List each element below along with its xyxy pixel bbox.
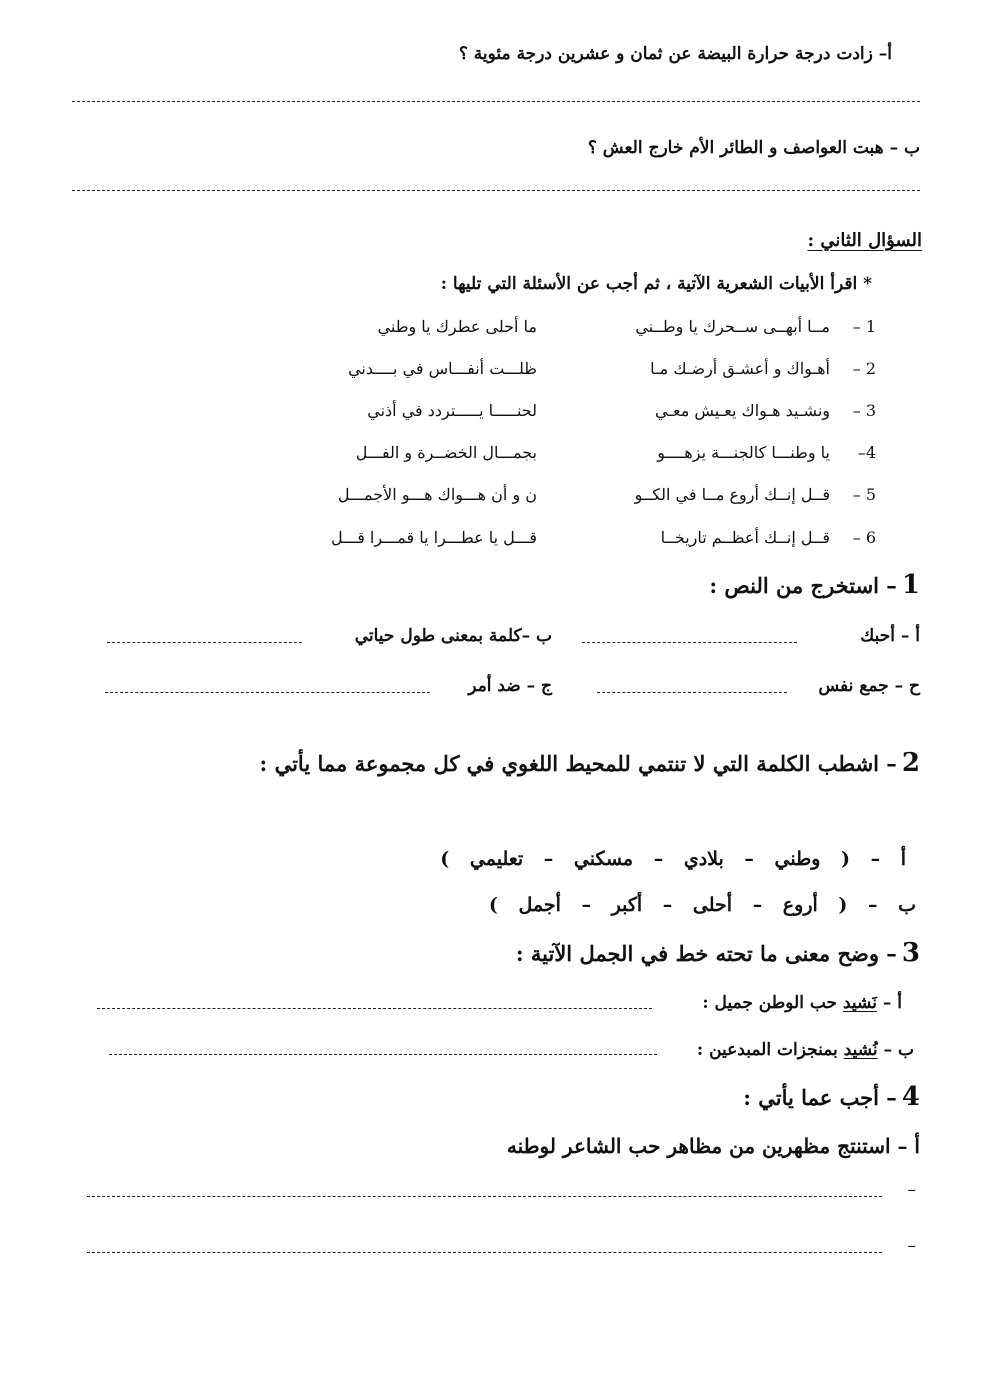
answer-line [105,692,430,693]
question-title: – اشطب الكلمة التي لا تنتمي للمحيط اللغوي في كل مجموعة مما يأتي : [259,751,897,776]
verse-second-half: بجمـــال الخضــرة و الفـــل [355,443,537,462]
q1-item-j: ج – ضد أمر [468,676,552,696]
verse-first-half: ونشـيد هـواك يعـيش معـي [654,401,830,420]
verse-second-half: قـــل يا عطـــرا يا قمـــرا قـــل [331,528,537,547]
item-prefix: ب – [883,1040,914,1060]
answer-line [72,101,920,102]
bullet: – [907,1180,916,1200]
verse-second-half: ن و أن هـــواك هـــو الأجمـــل [337,485,537,504]
question-1-heading [709,570,920,600]
question-title: – أجب عما يأتي : [743,1085,897,1110]
verse-first-half: مــا أبهــى ســحرك يا وطــني [635,317,830,336]
question-a: أ– زادت درجة حرارة البيضة عن ثمان و عشرين درجة مئوية ؟ [458,44,892,64]
verse-number: 3 – [852,401,876,420]
verse-number: 6 – [852,528,876,547]
question-title: – وضح معنى ما تحته خط في الجمل الآتية : [515,941,897,966]
verse-second-half: لحنـــــا يـــــتردد في أذني [367,401,537,420]
question-b: ب – هبت العواصف و الطائر الأم خارج العش ؟ [587,138,920,158]
verse-number: 4– [857,443,876,462]
underlined-word: نَشيد [842,993,877,1013]
underlined-word: نُشيد [843,1040,878,1060]
item-prefix: أ – [882,993,902,1013]
verse-second-half: ظلـــت أنفـــاس في بــــدني [348,359,537,378]
q3-sentence-a [702,993,902,1013]
question-3-heading [516,938,920,968]
question-4-heading [743,1082,920,1112]
q3-sentence-b [697,1040,914,1060]
q4-sub-a: أ – استنتج مظهرين من مظاهر حب الشاعر لوطنه [506,1134,920,1158]
q1-item-h: ح – جمع نفس [818,676,920,696]
question-number: 1 [901,570,920,600]
question-2-heading [260,748,920,778]
verse-number: 5 – [852,485,876,504]
answer-line [87,1252,882,1253]
answer-line [107,642,302,643]
answer-line [97,1008,652,1009]
verse-first-half: قــل إنــك أروع مــا في الكــو [634,485,830,504]
instruction: * اقرأ الأبيات الشعرية الآتية ، ثم أجب عن الأسئلة التي تليها : [440,274,872,294]
section-title: السؤال الثاني : [807,230,922,251]
bullet: – [907,1236,916,1256]
word-group-b: ب – ( أروع – أحلى – أكبر – أجمل ) [488,894,916,916]
verse-first-half: يا وطنـــا كالجنـــة يزهــــو [657,443,830,462]
q1-item-b: ب –كلمة بمعنى طول حياتي [354,626,552,646]
sentence-rest: بمنجزات المبدعين : [696,1040,838,1060]
answer-line [72,190,920,191]
sentence-rest: حب الوطن جميل : [702,993,838,1013]
answer-line [87,1196,882,1197]
answer-line [597,692,787,693]
verse-number: 1 – [852,317,876,336]
verse-number: 2 – [852,359,876,378]
answer-line [582,642,797,643]
verse-first-half: أهـواك و أعشـق أرضـك مـا [650,359,830,378]
word-group-a: أ – ( وطني – بلادي – مسكني – تعليمي ) [440,848,906,870]
q1-item-a: أ – أحبك [860,626,920,646]
question-number: 4 [901,1082,920,1112]
verse-first-half: قــل إنــك أعظــم تاريخــا [660,528,830,547]
answer-line [109,1054,657,1055]
question-title: – استخرج من النص : [709,573,897,598]
question-number: 2 [901,748,920,778]
question-number: 3 [901,938,920,968]
verse-second-half: ما أحلى عطرك يا وطني [377,317,537,336]
